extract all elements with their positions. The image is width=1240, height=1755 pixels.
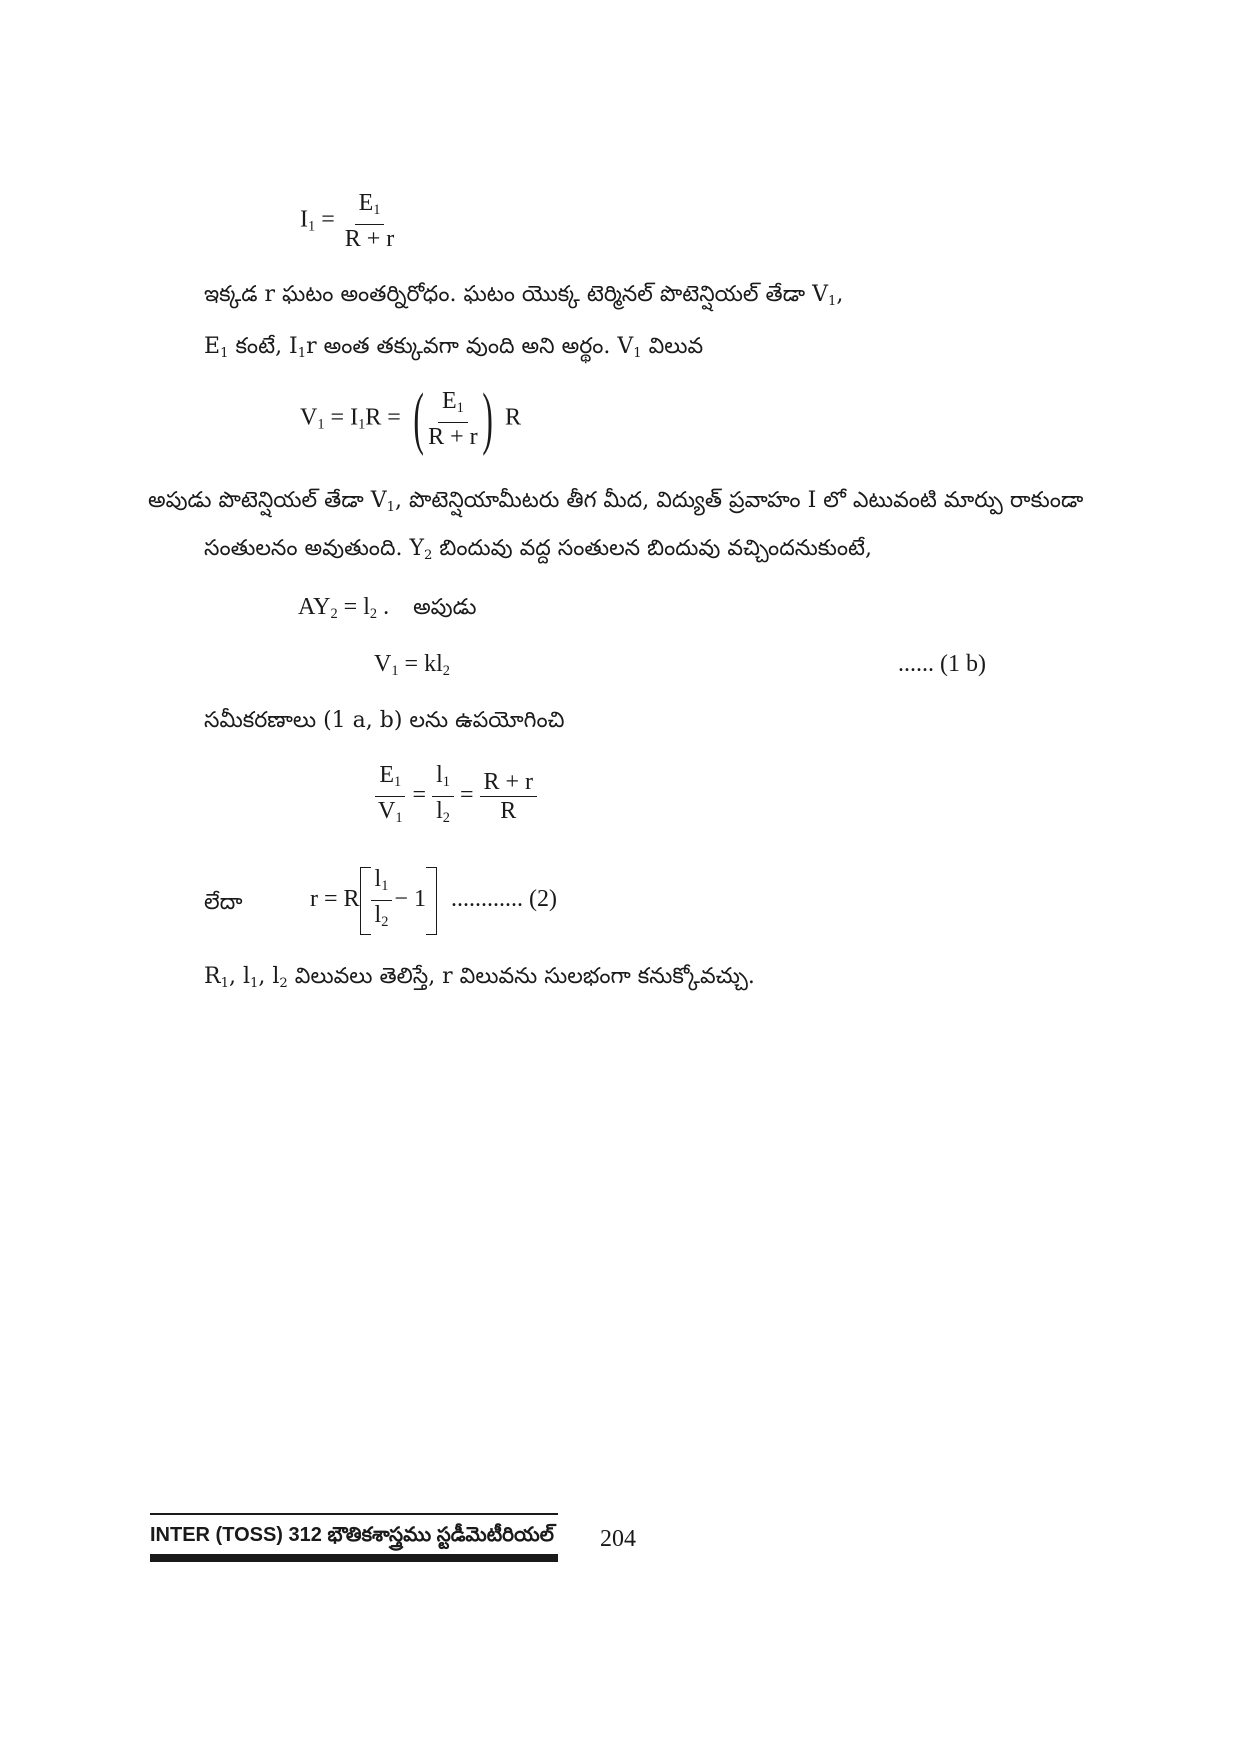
fraction: $\frac{R + r}{R}$ <box>480 769 538 824</box>
paragraph-line: అపుడు పొటెన్షియల్ తేడా $V_1$, పొటెన్షియామీటరు తీగ మీద, విద్యుత్ ప్రవాహం I లో ఎటువంటి మార్పు రాకుండా <box>148 488 1084 515</box>
paragraph-line: ఇక్కడ r ఘటం అంతర్నిరోధం. ఘటం యొక్క టెర్మినల్ పొటెన్షియల్ తేడా $V_1$, <box>204 282 844 309</box>
fraction: $\frac{E_1}{R + r}$ <box>344 190 395 252</box>
left-paren: ( <box>413 380 424 457</box>
equation-balance-length: $AY_2 = l_2$ . అపుడు <box>298 594 477 622</box>
word-or: లేదా <box>204 890 243 915</box>
fraction: $\frac{l_1}{l_2}$ <box>371 866 393 935</box>
equation-1b: $V_1 = kl_2$ <box>374 651 450 679</box>
fraction: $\frac{l_1}{l_2}$ <box>432 762 454 831</box>
footer-top-rule <box>150 1513 558 1515</box>
paragraph-line: $R_1$, $l_1$, $l_2$ విలువలు తెలిస్తే, r విలువను సులభంగా కనుక్కోవచ్చు. <box>204 964 755 991</box>
footer-title: INTER (TOSS) 312 భౌతికశాస్త్రము స్టడీమెటీరియల్ <box>150 1524 554 1546</box>
equation-2: r = R $\frac{l_1}{l_2}$ − 1 ............ (2) <box>310 866 557 935</box>
page-number: 204 <box>600 1526 636 1552</box>
paragraph-line: సమీకరణాలు (1 a, b) లను ఉపయోగించి <box>204 708 565 733</box>
paragraph-line: సంతులనం అవుతుంది. $Y_2$ బిందువు వద్ద సంతులన బిందువు వచ్చిందనుకుంటే, <box>204 536 873 563</box>
right-bracket <box>426 867 437 935</box>
paragraph-line: $E_1$ కంటే, $I_1r$ అంత తక్కువగా వుంది అని అర్థం. $V_1$ విలువ <box>204 334 704 361</box>
equation-label: ...... (1 b) <box>898 651 986 677</box>
footer-bottom-rule <box>150 1554 558 1562</box>
right-paren: ) <box>482 380 493 457</box>
fraction: $\frac{E_1}{R + r}$ <box>428 388 478 450</box>
equation-terminal-voltage: $V_1 = I_1R$ = ( $\frac{E_1}{R + r}$ ) R <box>300 380 522 457</box>
equation-ratio: $\frac{E_1}{V_1}$ = $\frac{l_1}{l_2}$ = $\frac{R + r}{R}$ <box>374 762 537 831</box>
left-bracket <box>360 867 371 935</box>
fraction: $\frac{E_1}{V_1}$ <box>374 762 407 831</box>
equation-current: $I_1$ = $\frac{E_1}{R + r}$ <box>300 190 398 252</box>
